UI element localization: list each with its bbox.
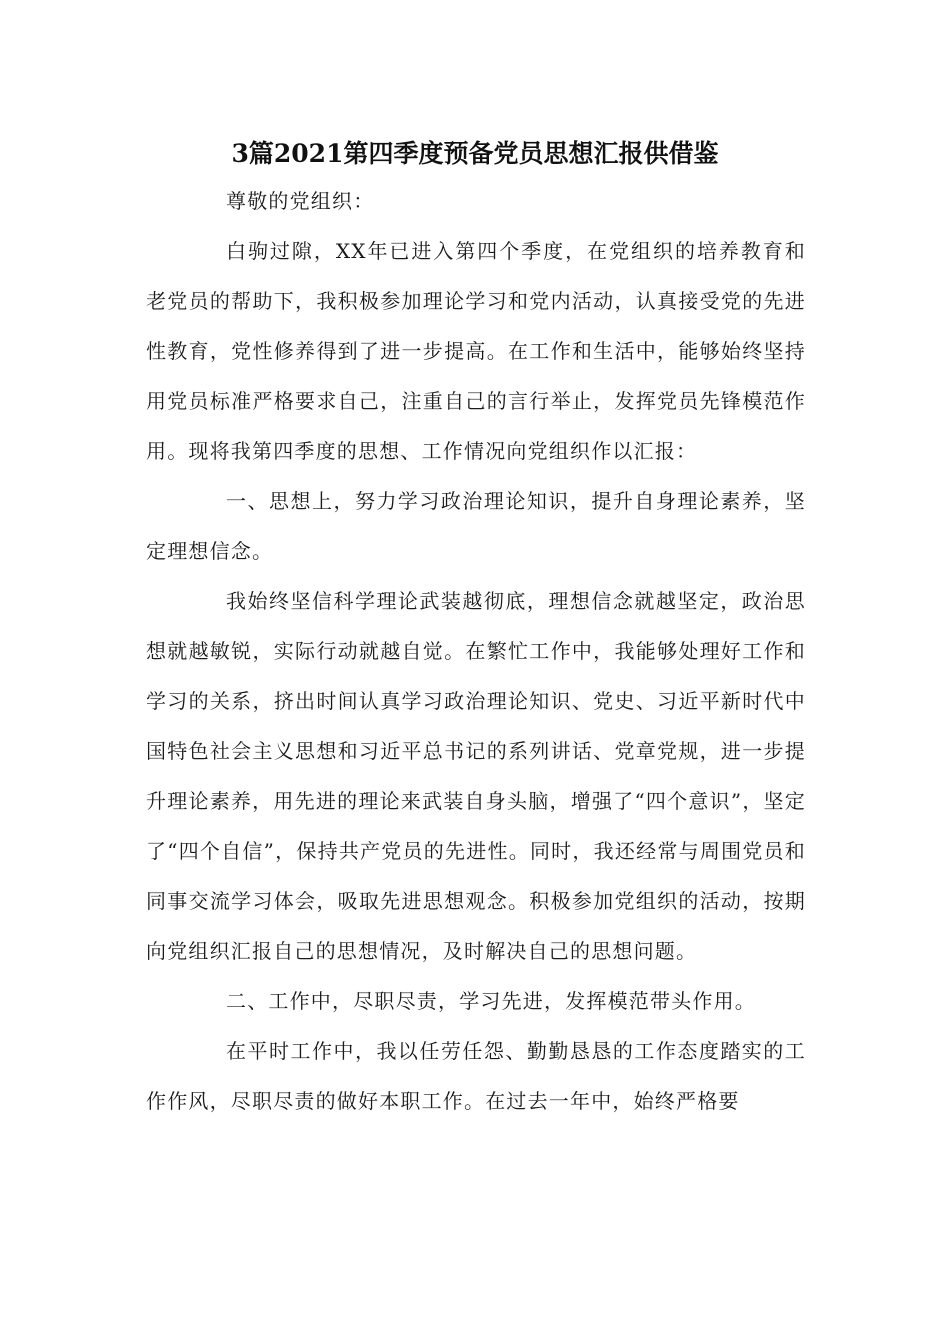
heading-section-two: 二、工作中，尽职尽责，学习先进，发挥模范带头作用。 [226, 989, 756, 1013]
paragraph-section-one: 我始终坚信科学理论武装越彻底，理想信念就越坚定，政治思想就越敏锐，实际行动就越自觉。在繁忙工作中，我能够处理好工作和学习的关系，挤出时间认真学习政治理论知识、党史、习近平新时代中国特色社会主义思想和习近平总书记的系列讲话、党章党规，进一步提升理论素养，用先进的理论来武装自身头脑，增强了“四个意识”，坚定了“四个自信”，保持共产党员的先进性。同时，我还经常与周围党员和同事交流学习体会，吸取先进思想观念。积极参加党组织的活动，按期向党组织汇报自己的思想情况，及时解决自己的思想问题。 [146, 589, 806, 963]
heading-section-one: 一、思想上，努力学习政治理论知识，提升自身理论素养，坚定理想信念。 [146, 489, 806, 563]
document-title: 3篇2021第四季度预备党员思想汇报供借鉴 [231, 139, 719, 168]
paragraph-section-two: 在平时工作中，我以任劳任怨、勤勤恳恳的工作态度踏实的工作作风，尽职尽责的做好本职工作。在过去一年中，始终严格要 [146, 1039, 806, 1113]
document-body [146, 176, 806, 1126]
paragraph-intro: 白驹过隙，XX年已进入第四个季度，在党组织的培养教育和老党员的帮助下，我积极参加理论学习和党内活动，认真接受党的先进性教育，党性修养得到了进一步提高。在工作和生活中，能够始终坚持用党员标准严格要求自己，注重自己的言行举止，发挥党员先锋模范作用。现将我第四季度的思想、工作情况向党组织作以汇报： [146, 239, 806, 463]
salutation: 尊敬的党组织： [226, 189, 375, 213]
